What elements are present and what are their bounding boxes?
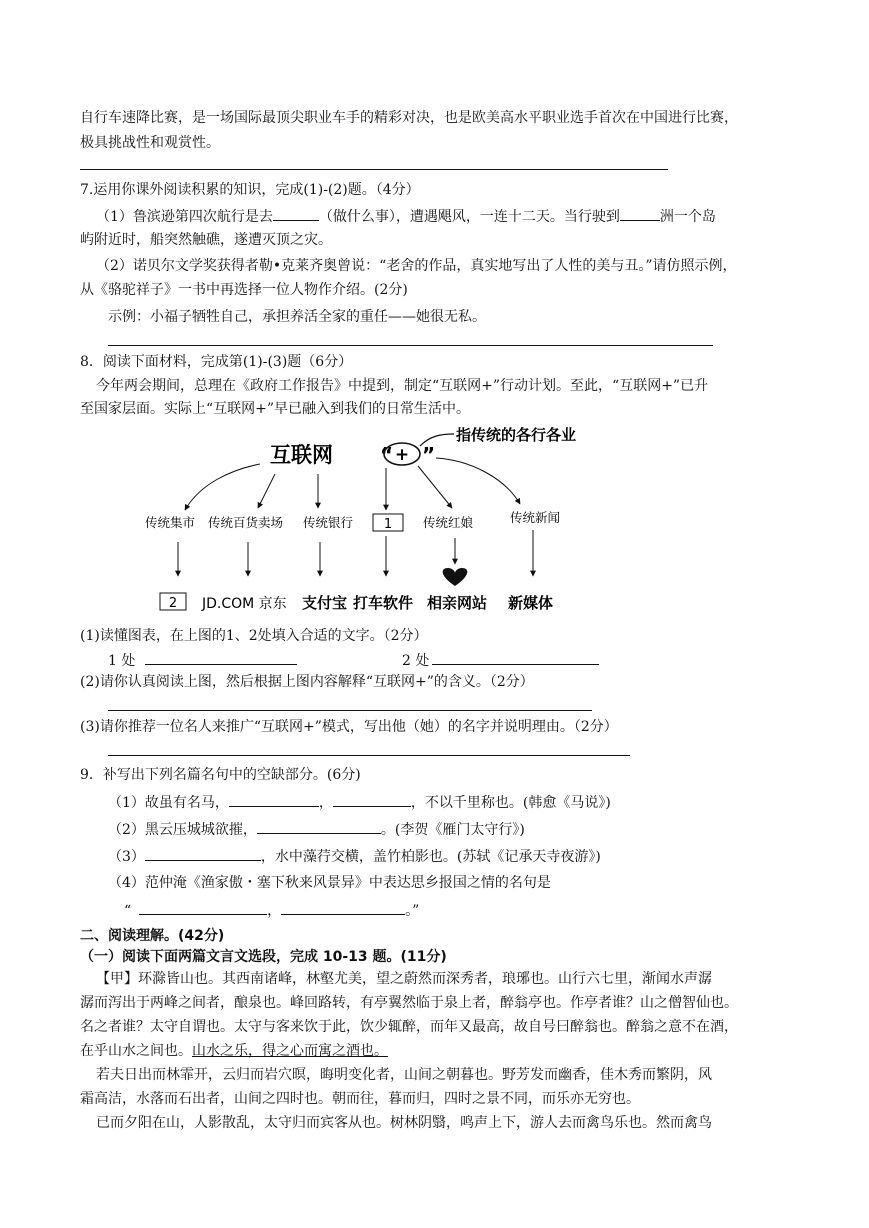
blank-box-2-label: 2 <box>168 596 178 611</box>
passage-jia-line1: 【甲】环滁皆山也。其西南诸峰，林壑尤美，望之蔚然而深秀者，琅琊也。山行六七里，渐闻水声潺 <box>96 971 712 987</box>
traditional-bank: 传统银行 <box>303 515 354 530</box>
traditional-market: 传统集市 <box>145 515 196 530</box>
passage-p2-line1: 若夫日出而林霏开，云归而岩穴暝，晦明变化者，山间之朝暮也。野芳发而幽香，佳木秀而繁阴，风 <box>96 1067 712 1083</box>
passage-p2-line2: 霜高洁，水落而石出者，山间之四时也。朝而往，暮而归，四时之景不同，而乐亦无穷也。 <box>80 1091 640 1107</box>
q7-example: 示例：小福子牺牲自己，承担养活全家的重任——她很无私。 <box>108 309 486 325</box>
q9-item4-mid: ， <box>267 903 282 919</box>
modern-taxi-app: 打车软件 <box>353 594 414 612</box>
passage-p3-line1: 已而夕阳在山，人影散乱，太守归而宾客从也。树林阴翳，鸣声上下，游人去而禽鸟乐也。然而禽鸟 <box>96 1115 712 1131</box>
arrow-to-news <box>436 458 520 504</box>
q8-blank2-line[interactable] <box>432 664 599 665</box>
heart-icon <box>443 568 468 586</box>
q7-part1-text-a: （1）鲁滨逊第四次航行是去 <box>96 209 273 225</box>
passage-jia-line4 <box>80 1041 388 1061</box>
q8-blank2-label: 2 处 <box>402 653 430 669</box>
diagram-title: 互联网 <box>270 443 333 467</box>
quote-open: “ <box>380 443 394 467</box>
q9-item1 <box>108 792 611 813</box>
q9-blank[interactable] <box>139 900 267 915</box>
q7-part2-line1: （2）诺贝尔文学奖获得者勒•克莱齐奥曾说：“老舍的作品，真实地写出了人性的美与丑。”请仿照示例， <box>96 258 737 274</box>
q9-item1-text-c: ，不以千里称也。(韩愈《马说》) <box>410 795 611 811</box>
q8-sub1: (1)读懂图表，在上图的1、2处填入合适的文字。（2分） <box>80 628 428 644</box>
q8-sub3: (3)请你推荐一位名人来推广“互联网+”模式，写出他（她）的名字并说明理由。（2分） <box>80 719 618 735</box>
internet-plus-diagram <box>140 418 620 618</box>
blank-box-1-label: 1 <box>383 517 393 532</box>
intro-line-2: 极具挑战性和观赏性。 <box>80 135 220 151</box>
plus-sign: + <box>394 445 410 465</box>
q9-item3-text-a: （3） <box>108 849 145 865</box>
answer-line[interactable] <box>108 755 630 756</box>
passage-underlined-sentence: 山水之乐，得之心而寓之酒也。 <box>192 1043 388 1059</box>
q9-item4-open: “ <box>124 903 132 919</box>
q7-part2-line2: 从《骆驼祥子》一书中再选择一位人物作介绍。(2分) <box>80 282 408 298</box>
q9-blank[interactable] <box>229 792 319 807</box>
q8-blank1-line[interactable] <box>145 664 297 665</box>
q9-item1-text-b: ， <box>318 795 333 811</box>
answer-line[interactable] <box>108 345 713 346</box>
q7-blank-continent[interactable] <box>620 206 660 221</box>
q9-item2-text-b: 。(李贺《雁门太守行》) <box>380 822 525 838</box>
q9-blank[interactable] <box>145 846 261 861</box>
q8-sub2: (2)请你认真阅读上图，然后根据上图内容解释“互联网+”的含义。（2分） <box>80 674 534 690</box>
q9-item4: （4）范仲淹《渔家傲・塞下秋来风景异》中表达思乡报国之情的名句是 <box>108 875 551 891</box>
arrow-to-market <box>185 464 260 510</box>
q9-blank[interactable] <box>281 900 405 915</box>
section2-title: 二、阅读理解。(42分) <box>80 928 225 944</box>
q9-item2 <box>108 819 525 840</box>
answer-line[interactable] <box>108 710 592 711</box>
q7-stem: 7.运用你课外阅读积累的知识，完成(1)-(2)题。（4分） <box>80 182 420 198</box>
q9-item3 <box>108 846 601 867</box>
q8-blank1-label: 1 处 <box>108 653 136 669</box>
q9-item1-text-a: （1）故虽有名马， <box>108 795 229 811</box>
traditional-matchmaker: 传统红娘 <box>423 515 474 530</box>
passage-jia-line4-a: 在乎山水之间也。 <box>80 1043 192 1059</box>
traditional-mall: 传统百货卖场 <box>208 515 284 530</box>
q7-part1-text-c: 洲一个岛 <box>659 209 716 225</box>
modern-alipay: 支付宝 <box>302 594 348 612</box>
intro-line-1: 自行车速降比赛，是一场国际最顶尖职业车手的精彩对决，也是欧美高水平职业选手首次在中国进行比赛， <box>80 110 738 126</box>
q9-item4-answer <box>124 900 419 921</box>
section2-subtitle: （一）阅读下面两篇文言文选段，完成 10-13 题。(11分) <box>80 949 447 965</box>
answer-line[interactable] <box>80 169 668 170</box>
modern-dating-site: 相亲网站 <box>427 594 488 612</box>
q8-text-line1: 今年两会期间，总理在《政府工作报告》中提到，制定“互联网+”行动计划。至此，“互联网+”已升 <box>96 378 709 394</box>
q9-item3-text-b: ，水中藻荇交横，盖竹柏影也。(苏轼《记承天寺夜游》) <box>260 849 601 865</box>
arrow-to-matchmaker <box>418 466 452 508</box>
arrow-to-mall <box>258 474 275 508</box>
q9-blank[interactable] <box>333 792 411 807</box>
quote-close: ” <box>422 443 436 467</box>
passage-jia-line2: 潺而泻出于两峰之间者，酿泉也。峰回路转，有亭翼然临于泉上者，醉翁亭也。作亭者谁？山之僧智仙也。 <box>80 995 738 1011</box>
q9-item4-close: 。” <box>405 903 420 919</box>
q7-part1-line2: 屿附近时，船突然触礁，遂遭灭顶之灾。 <box>80 232 332 248</box>
q7-part1-text-b: （做什么事），遭遇飓风，一连十二天。当行驶到 <box>318 209 620 225</box>
q9-stem: 9．补写出下列名篇名句中的空缺部分。(6分) <box>80 767 361 783</box>
passage-jia-line3: 名之者谁？太守自谓也。太守与客来饮于此，饮少辄醉，而年又最高，故自号曰醉翁也。醉翁之意不在酒， <box>80 1019 738 1035</box>
q7-part1 <box>96 206 716 227</box>
q7-blank-activity[interactable] <box>273 206 319 221</box>
q9-blank[interactable] <box>257 819 381 834</box>
modern-jd: JD.COM 京东 <box>202 596 287 612</box>
q9-item2-text-a: （2）黑云压城城欲摧， <box>108 822 257 838</box>
q8-text-line2: 至国家层面。实际上“互联网+”早已融入到我们的日常生活中。 <box>80 401 471 417</box>
diagram-note: 指传统的各行各业 <box>456 426 577 444</box>
modern-new-media: 新媒体 <box>508 594 554 612</box>
q8-stem: 8．阅读下面材料，完成第(1)-(3)题（6分） <box>80 354 353 370</box>
traditional-news: 传统新闻 <box>510 510 561 525</box>
